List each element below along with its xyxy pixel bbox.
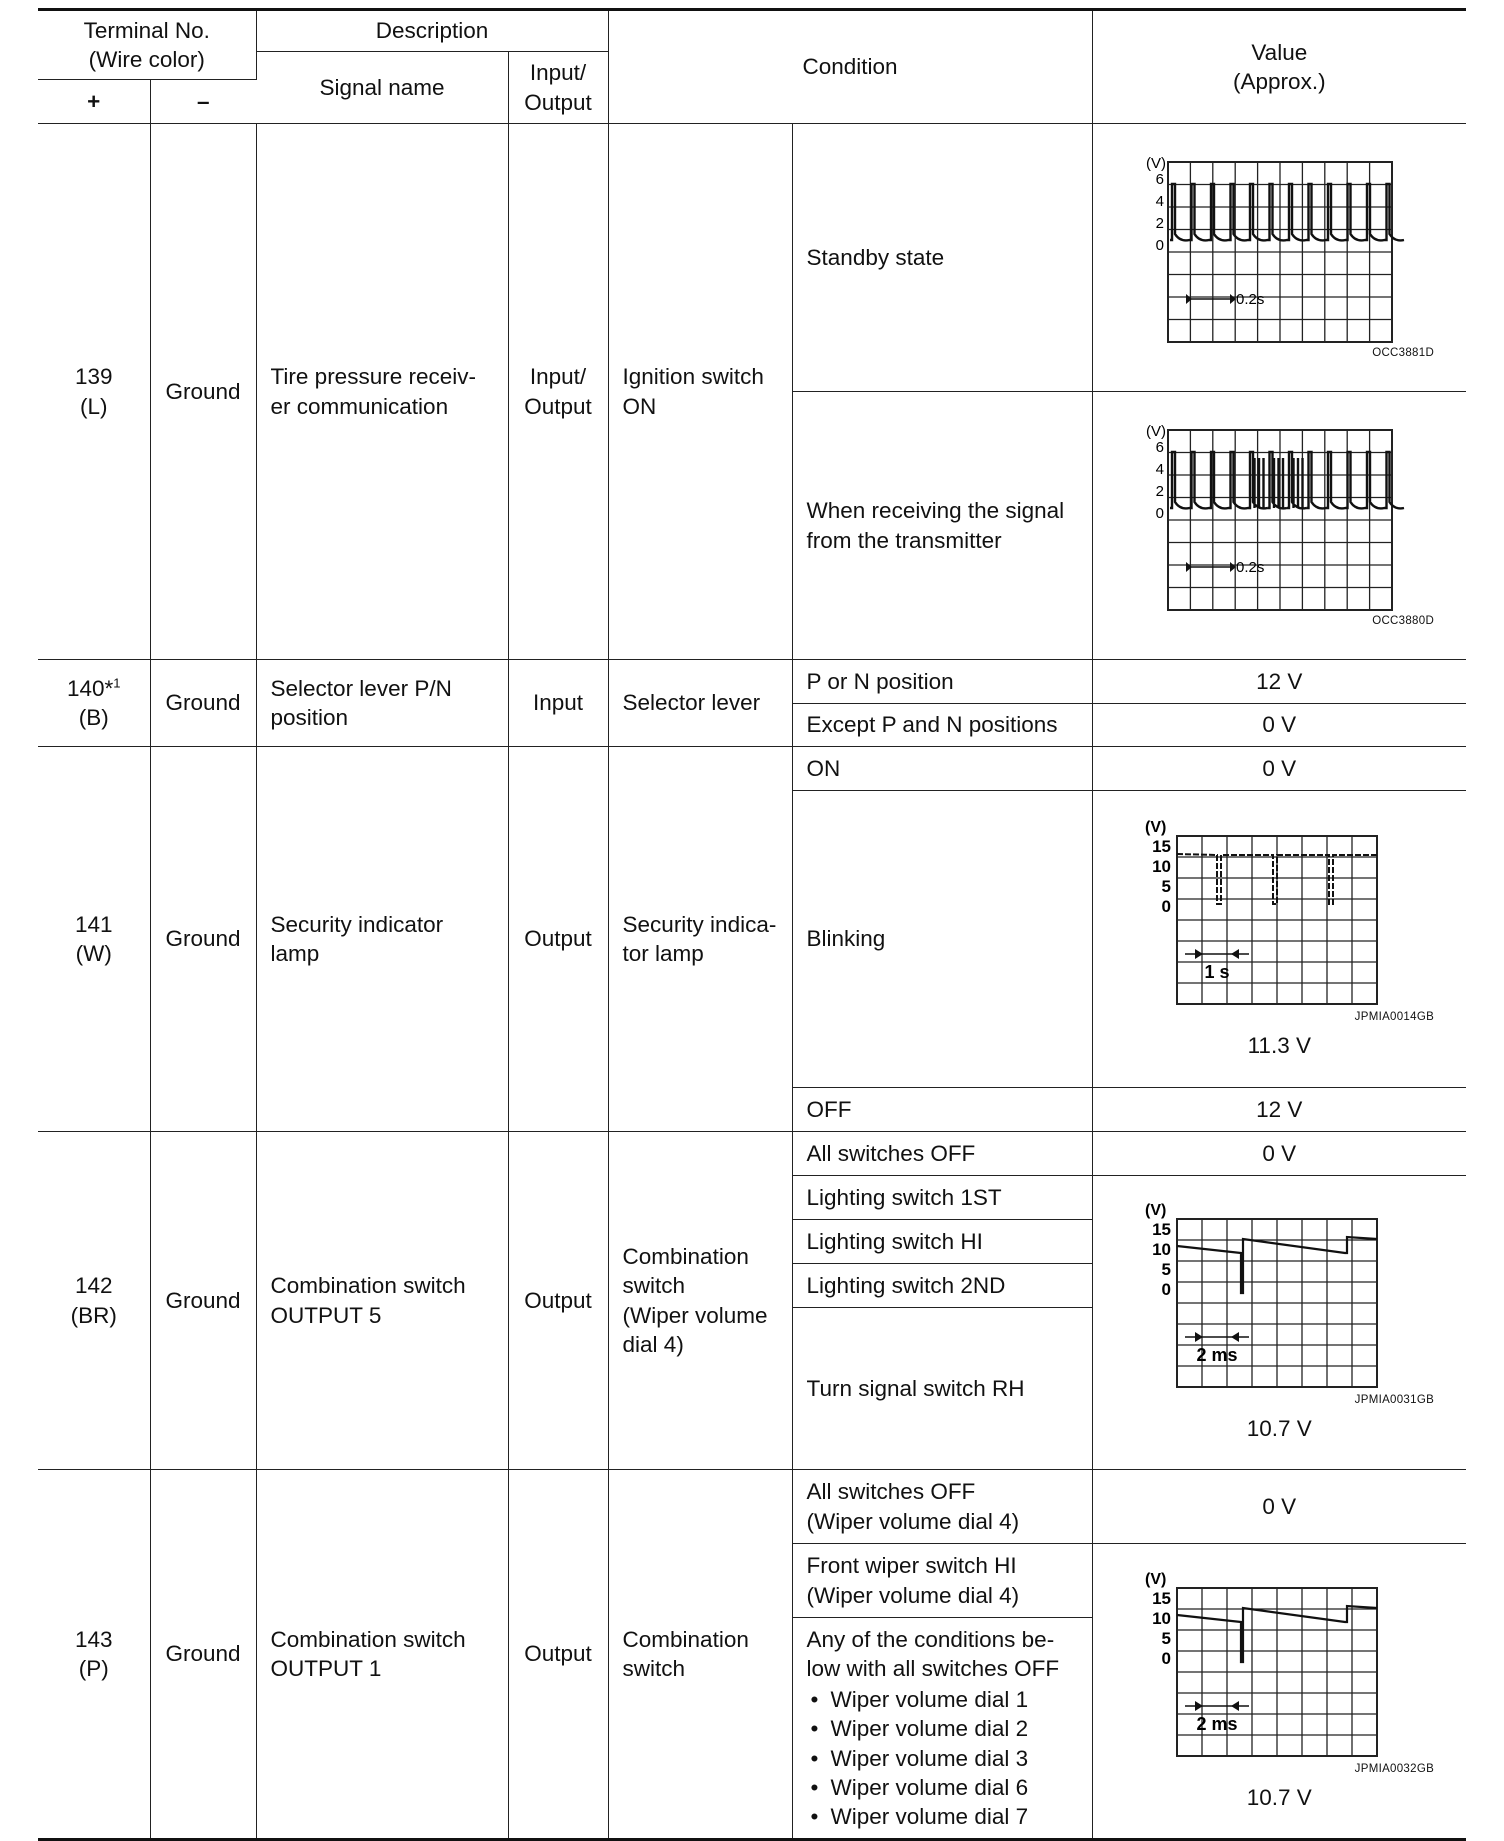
scope-tick: 5 [1161, 1260, 1172, 1280]
value-141-on: 0 V [1092, 747, 1466, 791]
ground-142: Ground [150, 1132, 256, 1470]
terminal-number: 140* [66, 675, 114, 701]
value-142-waveform [1092, 1176, 1466, 1470]
value-141-blinking [1092, 791, 1466, 1088]
ground-143: Ground [150, 1470, 256, 1840]
scope-tick: 10 [1152, 856, 1172, 876]
subcondition-141-blinking: Blinking [792, 791, 1092, 1088]
figure-code: OCC3880D [1372, 615, 1435, 628]
figure-code: JPMIA0032GB [1354, 1762, 1435, 1775]
header-terminal: Terminal No. (Wire color) [38, 10, 256, 80]
subcondition-140-except: Except P and N positions [792, 704, 1092, 747]
time-marker [1186, 559, 1264, 576]
oscilloscope-wiper-1 [1129, 1570, 1429, 1760]
scope-tick: 2 [1155, 483, 1165, 501]
subcondition-143-any [792, 1618, 1092, 1840]
scope-unit: (V) [1145, 1570, 1167, 1588]
scope-tick: 6 [1155, 171, 1165, 189]
value-142-all-off: 0 V [1092, 1132, 1466, 1176]
header-minus: – [150, 80, 256, 124]
ground-139: Ground [150, 124, 256, 660]
header-plus: + [38, 80, 150, 124]
scope-tick: 10 [1152, 1608, 1172, 1628]
signal-143: Combination switch OUTPUT 1 [256, 1470, 508, 1840]
scope-unit: (V) [1146, 155, 1167, 173]
any-conditions-text: Any of the conditions be- low with all switches OFF [806, 1626, 1060, 1681]
figure-code: OCC3881D [1372, 347, 1435, 360]
subcondition-142-all-off: All switches OFF [792, 1132, 1092, 1176]
wiper-dial-list [807, 1685, 1078, 1831]
scope-tick: 5 [1161, 876, 1172, 896]
header-description: Description [256, 10, 608, 52]
measured-value: 10.7 V [1246, 1416, 1312, 1442]
subcondition-139-receiving: When receiving the signal from the transmitter [792, 392, 1092, 660]
subcondition-140-pn: P or N position [792, 660, 1092, 704]
svg-text:2 ms: 2 ms [1196, 1713, 1238, 1734]
scope-tick: 15 [1152, 1220, 1172, 1240]
svg-text:2 ms: 2 ms [1196, 1345, 1238, 1366]
scope-trace [1170, 184, 1404, 240]
ground-140: Ground [150, 660, 256, 747]
scope-tick: 2 [1155, 215, 1165, 233]
header-condition: Condition [608, 10, 1092, 124]
scope-tick: 5 [1161, 1628, 1172, 1648]
terminal-140 [38, 660, 150, 747]
oscilloscope-standby [1134, 154, 1424, 344]
subcondition-141-on: ON [792, 747, 1092, 791]
svg-text:0.2s: 0.2s [1236, 291, 1265, 309]
svg-text:1 s: 1 s [1204, 961, 1230, 982]
subcondition-143-front-hi: Front wiper switch HI (Wiper volume dial 4) [792, 1544, 1092, 1618]
oscilloscope-receiving [1134, 422, 1424, 612]
io-142: Output [508, 1132, 608, 1470]
scope-tick: 0 [1161, 1280, 1172, 1300]
terminal-table [38, 8, 1466, 1841]
footnote-mark: 1 [113, 675, 121, 691]
ground-141: Ground [150, 747, 256, 1132]
io-139: Input/ Output [508, 124, 608, 660]
oscilloscope-wiper-5 [1129, 1201, 1429, 1391]
scope-tick: 4 [1155, 193, 1165, 211]
figure-code: JPMIA0014GB [1354, 1010, 1435, 1023]
header-value: Value (Approx.) [1092, 10, 1466, 124]
measured-value: 10.7 V [1246, 1784, 1312, 1810]
io-141: Output [508, 747, 608, 1132]
signal-139: Tire pressure receiv- er communication [256, 124, 508, 660]
scope-tick: 4 [1155, 461, 1165, 479]
signal-142: Combination switch OUTPUT 5 [256, 1132, 508, 1470]
subcondition-141-off: OFF [792, 1088, 1092, 1132]
svg-text:0.2s: 0.2s [1236, 559, 1265, 577]
list-item: • Wiper volume dial 2 [831, 1714, 1078, 1743]
scope-tick: 15 [1152, 836, 1172, 856]
time-marker [1185, 1701, 1249, 1734]
figure-code: JPMIA0031GB [1354, 1394, 1435, 1407]
time-marker [1186, 291, 1264, 308]
io-140: Input [508, 660, 608, 747]
header-signal-name: Signal name [256, 52, 508, 124]
subcondition-142-2nd: Lighting switch 2ND [792, 1264, 1092, 1308]
scope-tick: 0 [1155, 505, 1165, 523]
subcondition-142-turn-rh: Turn signal switch RH [792, 1308, 1092, 1470]
oscilloscope-blinking [1129, 818, 1429, 1008]
value-141-off: 12 V [1092, 1088, 1466, 1132]
scope-tick: 10 [1152, 1240, 1172, 1260]
time-marker [1185, 949, 1249, 982]
value-139-standby [1092, 124, 1466, 392]
scope-unit: (V) [1145, 818, 1167, 836]
value-143-all-off: 0 V [1092, 1470, 1466, 1544]
list-item: • Wiper volume dial 1 [831, 1685, 1078, 1714]
subcondition-143-all-off: All switches OFF (Wiper volume dial 4) [792, 1470, 1092, 1544]
terminal-141: 141 (W) [38, 747, 150, 1132]
condition-143: Combination switch [608, 1470, 792, 1840]
scope-unit: (V) [1145, 1202, 1167, 1220]
time-marker [1185, 1332, 1249, 1365]
signal-141: Security indicator lamp [256, 747, 508, 1132]
value-143-waveform [1092, 1544, 1466, 1840]
scope-tick: 6 [1155, 439, 1165, 457]
condition-139: Ignition switch ON [608, 124, 792, 660]
value-140-except: 0 V [1092, 704, 1466, 747]
list-item: • Wiper volume dial 3 [831, 1744, 1078, 1773]
terminal-143: 143 (P) [38, 1470, 150, 1840]
subcondition-142-hi: Lighting switch HI [792, 1220, 1092, 1264]
signal-140: Selector lever P/N position [256, 660, 508, 747]
scope-tick: 0 [1155, 237, 1165, 255]
scope-tick: 0 [1161, 896, 1172, 916]
scope-grid [1168, 430, 1392, 610]
condition-142: Combination switch (Wiper volume dial 4) [608, 1132, 792, 1470]
list-item: • Wiper volume dial 6 [831, 1773, 1078, 1802]
measured-value: 11.3 V [1247, 1032, 1311, 1058]
wire-color: (B) [78, 705, 109, 730]
scope-trace [1170, 452, 1404, 508]
scope-tick: 15 [1152, 1588, 1172, 1608]
scope-grid [1168, 162, 1392, 342]
list-item: • Wiper volume dial 7 [831, 1802, 1078, 1831]
subcondition-142-1st: Lighting switch 1ST [792, 1176, 1092, 1220]
io-143: Output [508, 1470, 608, 1840]
value-140-pn: 12 V [1092, 660, 1466, 704]
terminal-142: 142 (BR) [38, 1132, 150, 1470]
scope-unit: (V) [1146, 423, 1167, 441]
value-139-receiving [1092, 392, 1466, 660]
condition-141: Security indica- tor lamp [608, 747, 792, 1132]
condition-140: Selector lever [608, 660, 792, 747]
header-input-output: Input/ Output [508, 52, 608, 124]
scope-tick: 0 [1161, 1648, 1172, 1668]
subcondition-139-standby: Standby state [792, 124, 1092, 392]
terminal-139: 139 (L) [38, 124, 150, 660]
